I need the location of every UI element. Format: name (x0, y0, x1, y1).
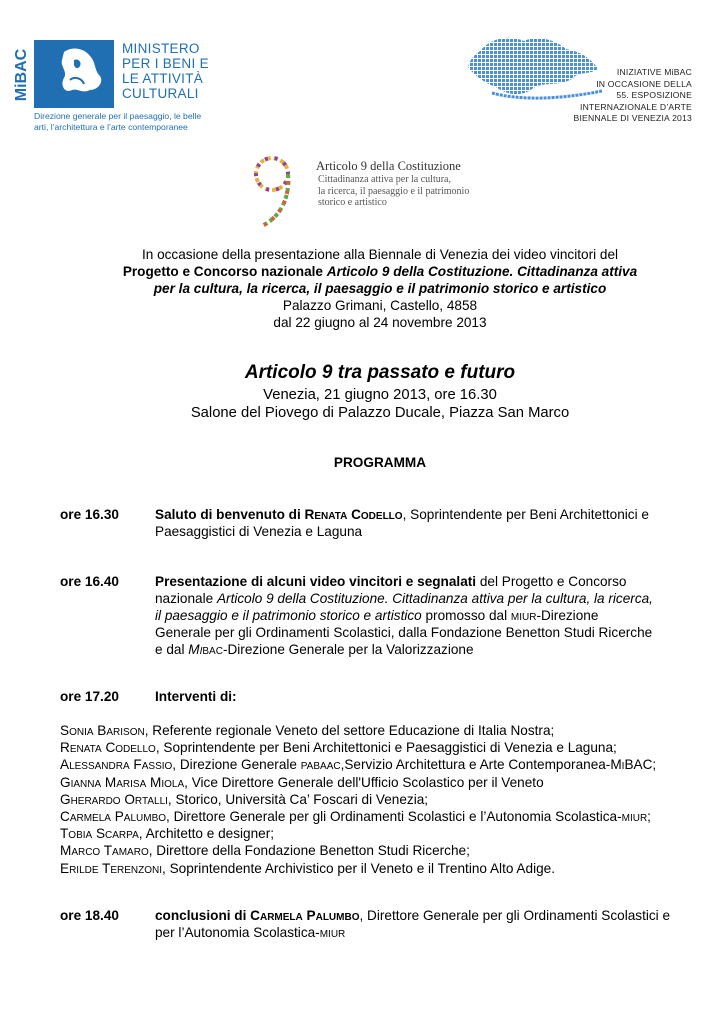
program-smallcaps: bac (202, 642, 223, 657)
event-title: Articolo 9 tra passato e futuro (244, 362, 516, 383)
articolo-9-logo (248, 152, 298, 230)
speaker-name: Gherardo Ortalli (60, 791, 168, 807)
event-place: Salone del Piovego di Palazzo Ducale, Piazza San Marco (190, 405, 570, 421)
program-text: Paesaggistici di Venezia e Laguna (155, 524, 363, 539)
speaker-item (60, 791, 720, 808)
speaker-role: , Architetto e designer; (138, 826, 275, 842)
program-heading: PROGRAMMA (333, 455, 427, 470)
program-text: Generale per gli Ordinamenti Scolastici, dalla Fondazione Benetton Studi Ricerche (155, 625, 653, 640)
speaker-role: , Soprintendente Archivistico per il Veneto e il Trentino Alto Adige. (162, 860, 555, 876)
speaker-item (60, 722, 720, 739)
program-text: per l’Autonomia Scolastica- (155, 925, 320, 940)
ministry-line: PER I BENI E (122, 56, 209, 71)
event-details (40, 386, 720, 422)
speaker-role: , Vice Direttore Generale dell'Ufficio Scolastico per il Veneto (184, 774, 544, 790)
biennale-caption (560, 67, 692, 125)
speaker-name: Sonia Barison (60, 723, 145, 738)
speaker-name: Carmela Palumbo (60, 809, 167, 825)
program-text: , Direttore Generale per gli Ordinamenti Scolastici e (359, 908, 671, 923)
ministry-name (122, 41, 209, 101)
speaker-name: Gianna Marisa Miola (60, 774, 185, 790)
mibac-emblem-icon (34, 40, 114, 108)
articolo-9-logo-subtitle (318, 174, 469, 209)
biennale-line: 55. ESPOSIZIONE (616, 90, 692, 100)
speaker-role: , Direttore Generale per gli Ordinamenti Scolastici e l’Autonomia Scolastica- (166, 809, 622, 825)
program-italic: Articolo 9 della Costituzione. Cittadinanza attiva per la cultura, la ricerca, (216, 591, 653, 606)
program-lead: Presentazione di alcuni video vincitori e segnalati (155, 574, 477, 589)
speaker-name: Renata Codello (304, 507, 403, 522)
program-smallcaps: Mi (188, 642, 203, 657)
program-smallcaps: miur (319, 925, 346, 940)
speaker-role: ,Servizio Architettura e Arte Contemporanea- (340, 757, 611, 773)
intro-line (40, 280, 720, 297)
program-smallcaps: miur (510, 608, 537, 623)
mibac-wordmark: MiBAC (13, 48, 30, 102)
speaker-name: Alessandra Fassio (60, 757, 173, 773)
articolo-9-subtitle-line: storico e artistico (318, 197, 387, 208)
program-description (155, 506, 715, 540)
intro-line: Palazzo Grimani, Castello, 4858 (282, 298, 478, 313)
speaker-name: Erilde Terenzoni (60, 860, 163, 876)
biennale-line: INIZIATIVE MiBAC (616, 67, 692, 77)
program-lead: Interventi di: (155, 689, 237, 704)
articolo-9-subtitle-line: la ricerca, il paesaggio e il patrimonio (318, 185, 470, 197)
intro-italic: per la cultura, la ricerca, il paesaggio e il patrimonio storico e artistico (153, 281, 607, 296)
speaker-name: Renata Codello (60, 740, 156, 756)
speaker-name: Carmela Palumbo (250, 908, 360, 923)
program-lead: conclusioni di (155, 908, 251, 923)
program-time: ore 18.40 (60, 908, 119, 923)
mibac-vertical-label (12, 40, 32, 108)
speaker-name: Tobia Scarpa (60, 826, 139, 842)
speaker-role: ; (647, 809, 651, 825)
program-text: del Progetto e Concorso (476, 574, 627, 589)
speaker-item (60, 825, 720, 842)
ministry-direction (34, 111, 201, 133)
intro-line: In occasione della presentazione alla Biennale di Venezia dei video vincitori del (141, 247, 619, 262)
intro-line (40, 263, 720, 280)
biennale-line: BIENNALE DI VENEZIA 2013 (573, 113, 692, 123)
speaker-role: , Soprintendente per Beni Architettonici e Paesaggistici di Venezia e Laguna; (155, 740, 617, 756)
speaker-role: , Direzione Generale (172, 757, 301, 773)
event-date: Venezia, 21 giugno 2013, ore 16.30 (263, 387, 497, 403)
program-time: ore 16.30 (60, 507, 119, 522)
program-description (155, 907, 715, 941)
speaker-name: Marco Tamaro (60, 843, 149, 859)
ministry-line: CULTURALI (122, 86, 199, 101)
speaker-item (60, 756, 720, 773)
program-text: , Soprintendente per Beni Architettonici e (402, 507, 649, 522)
speaker-item (60, 774, 720, 791)
program-text: promosso dal (421, 608, 511, 623)
speaker-item (60, 739, 720, 756)
speaker-role: ; (652, 757, 657, 773)
articolo-9-emblem-icon (248, 152, 298, 230)
biennale-line: IN OCCASIONE DELLA (596, 78, 692, 89)
ministry-direction-line: Direzione generale per il paesaggio, le belle (34, 111, 202, 121)
speaker-role: , Storico, Università Ca’ Foscari di Venezia; (167, 791, 429, 807)
intro-italic: Articolo 9 della Costituzione. Cittadinanza attiva (326, 264, 638, 279)
intro-bold: Progetto e Concorso nazionale (122, 264, 327, 279)
program-description (155, 573, 715, 658)
articolo-9-logo-title: Articolo 9 della Costituzione (316, 159, 461, 173)
program-time: ore 16.40 (60, 574, 119, 589)
program-text: e dal (155, 642, 189, 657)
speaker-smallcaps: MiBAC (610, 757, 653, 773)
speaker-smallcaps: miur (621, 809, 648, 825)
speaker-smallcaps: pabaac (300, 757, 341, 773)
ministry-direction-line: arti, l’architettura e l’arte contemporanee (34, 122, 188, 132)
program-italic: il paesaggio e il patrimonio storico e artistico (155, 608, 422, 623)
mibac-logo (34, 40, 114, 108)
biennale-line: INTERNAZIONALE D’ARTE (580, 101, 692, 112)
program-time: ore 17.20 (60, 689, 119, 704)
articolo-9-subtitle-line: Cittadinanza attiva per la cultura, (318, 174, 451, 185)
speaker-role: , Direttore della Fondazione Benetton Studi Ricerche; (148, 843, 470, 859)
speaker-role: , Referente regionale Veneto del settore Educazione di Italia Nostra; (144, 723, 555, 738)
program-text: nazionale (155, 591, 217, 606)
speaker-item (60, 808, 720, 825)
program-text: -Direzione (536, 608, 599, 623)
program-text: -Direzione Generale per la Valorizzazione (222, 642, 474, 657)
speaker-item (60, 860, 720, 877)
ministry-line: MINISTERO (122, 41, 200, 56)
speaker-item (60, 842, 720, 859)
speakers-list (60, 722, 720, 877)
intro-line: dal 22 giugno al 24 novembre 2013 (273, 315, 487, 330)
program-description (155, 688, 715, 705)
ministry-line: LE ATTIVITÀ (122, 71, 204, 86)
program-lead: Saluto di benvenuto di (155, 507, 305, 522)
intro-paragraph (40, 246, 720, 331)
